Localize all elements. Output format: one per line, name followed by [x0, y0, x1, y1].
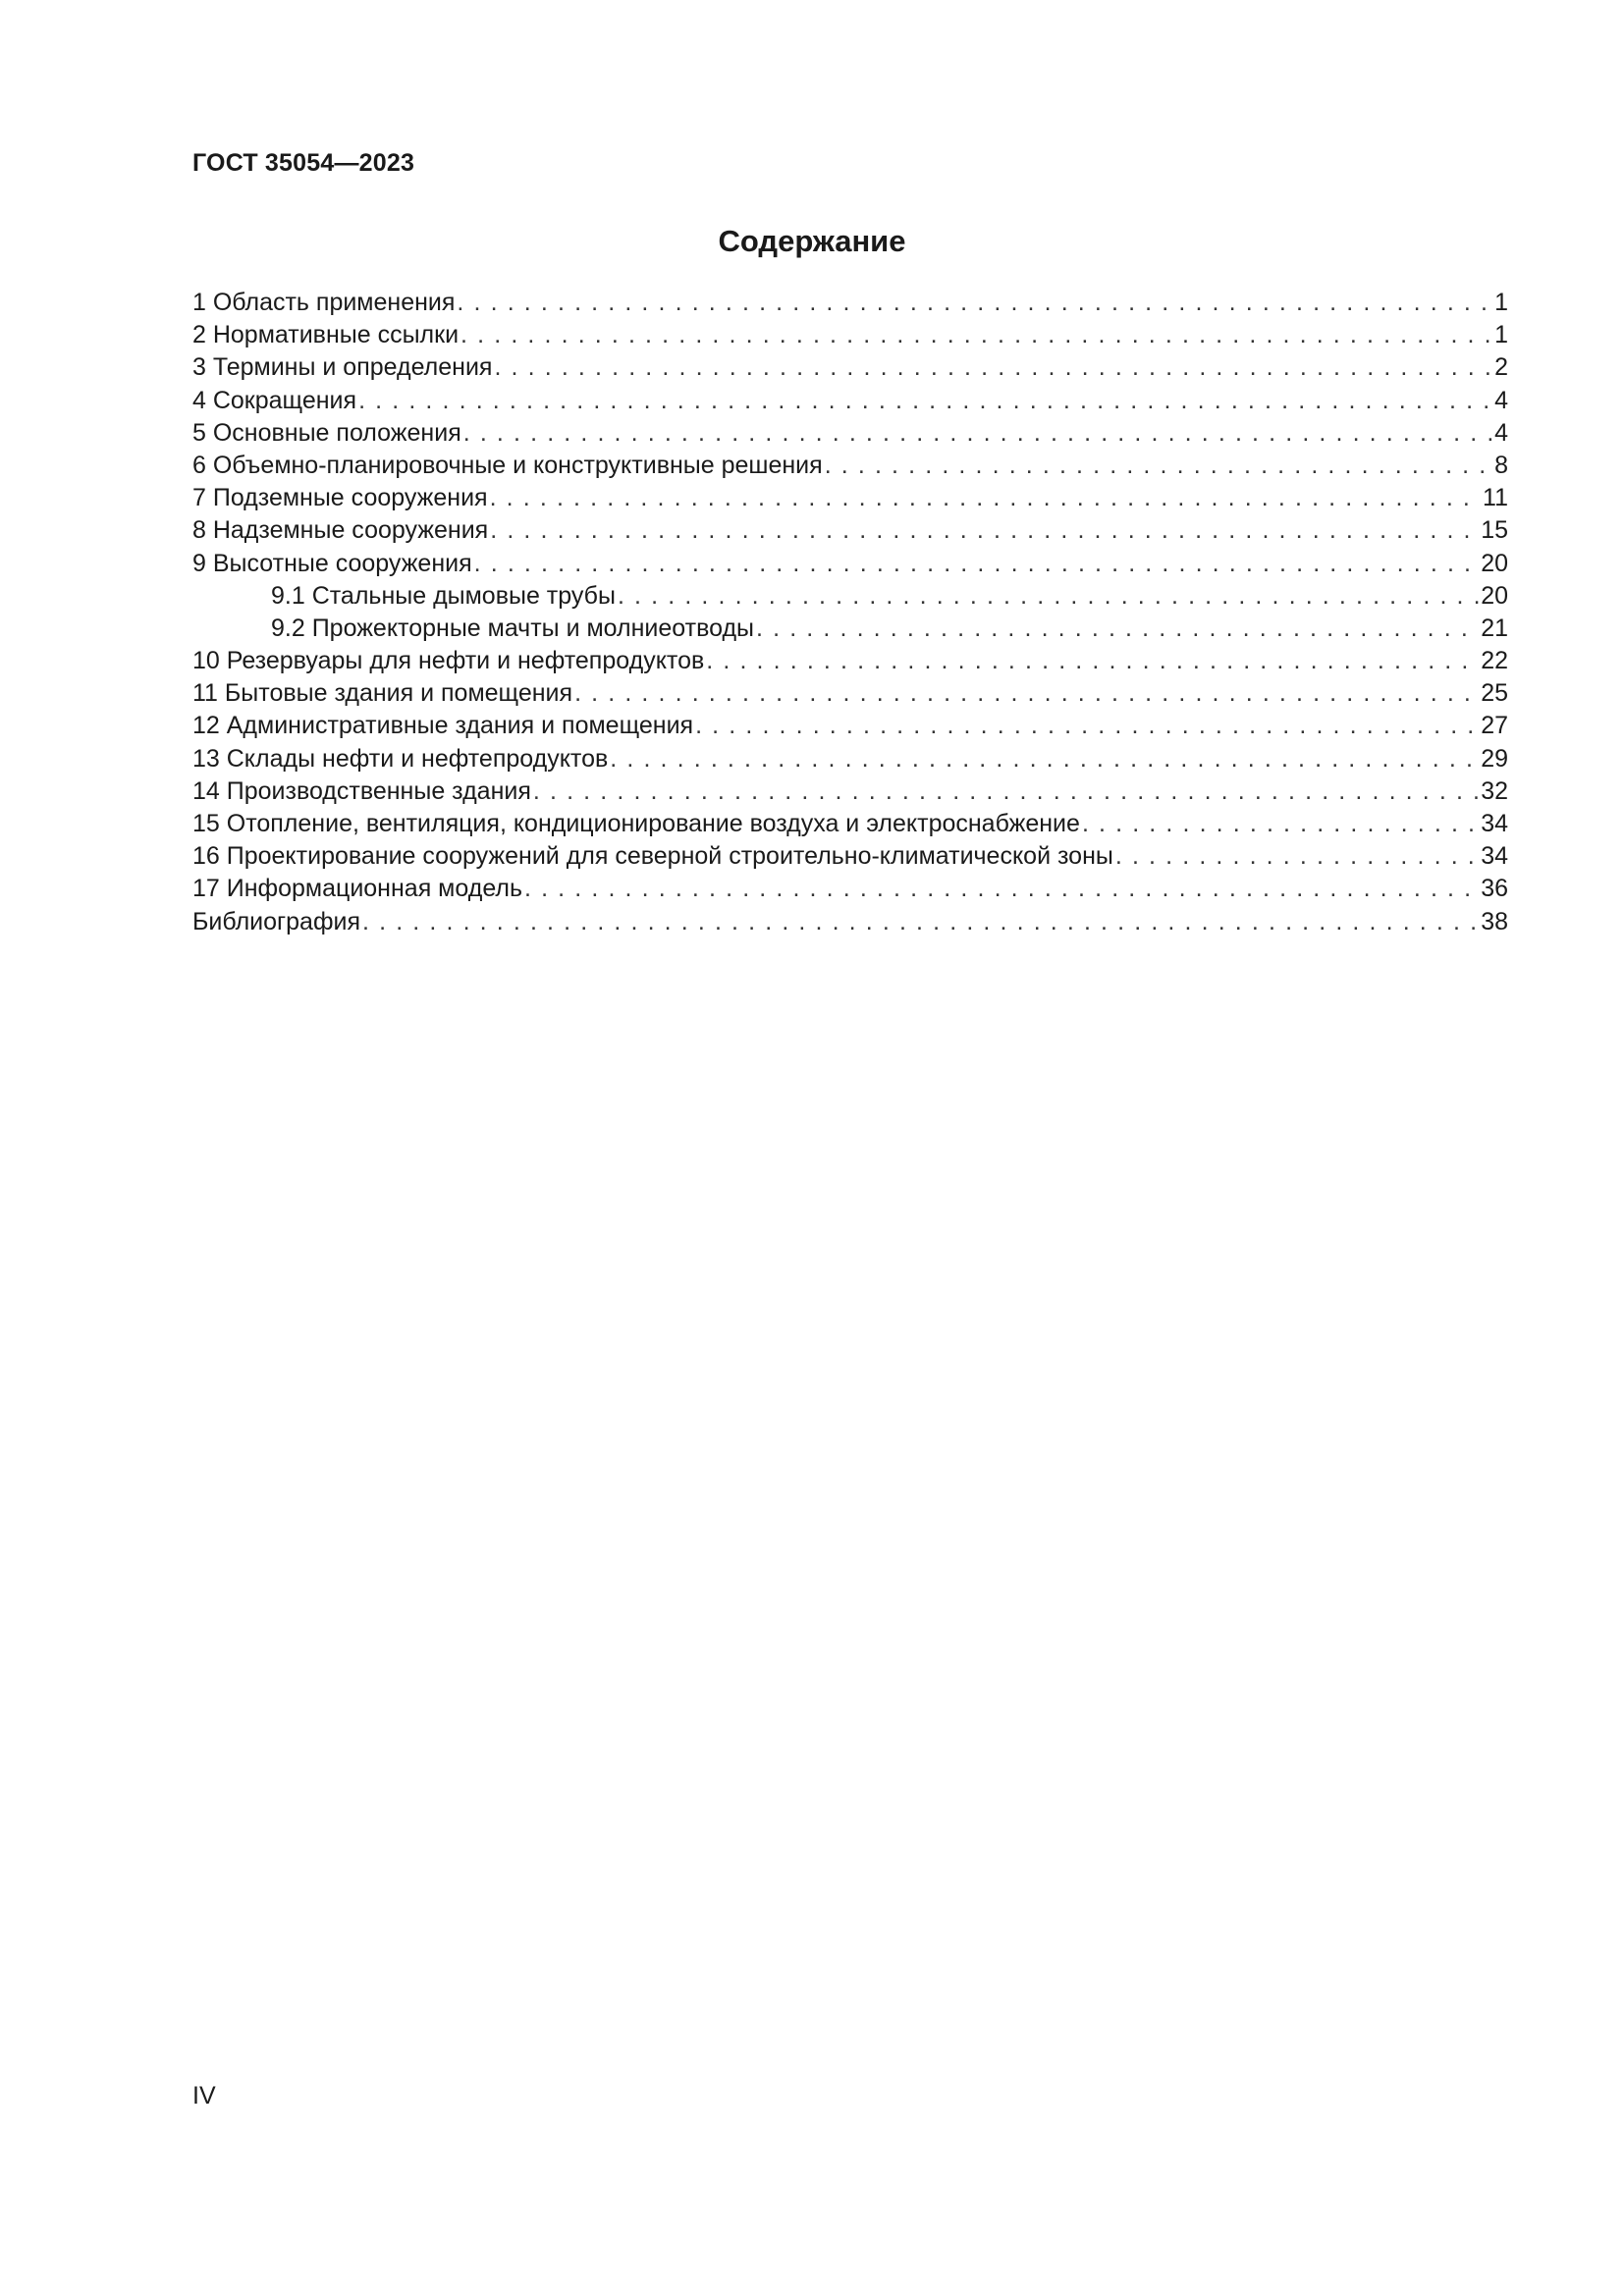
toc-entry-label: 15 Отопление, вентиляция, кондиционирование воздуха и электроснабжение: [192, 810, 1080, 837]
toc-leader-dots: [494, 351, 1492, 384]
toc-entry-label: 2 Нормативные ссылки: [192, 321, 460, 349]
toc-entry-label: 9 Высотные сооружения: [192, 549, 472, 577]
toc-entry-label: 14 Производственные здания: [192, 776, 531, 805]
toc-entry-label: 6 Объемно-планировочные и конструктивные решения: [192, 451, 823, 479]
toc-entry-page: 8: [1494, 451, 1508, 479]
toc-entry-page: 38: [1481, 907, 1508, 935]
toc-entry[interactable]: [192, 319, 1508, 351]
toc-leader-dots: [490, 514, 1479, 547]
toc-entry[interactable]: [192, 808, 1508, 840]
table-of-contents: [192, 287, 1508, 938]
toc-leader-dots: [358, 385, 1492, 417]
toc-leader-dots: [524, 873, 1479, 905]
toc-entry[interactable]: [192, 906, 1508, 938]
toc-entry-label: 7 Подземные сооружения: [192, 484, 488, 512]
toc-entry[interactable]: [192, 385, 1508, 417]
toc-leader-dots: [756, 613, 1479, 645]
toc-entry-page: 32: [1481, 776, 1508, 805]
toc-leader-dots: [463, 417, 1492, 450]
toc-entry-label: 5 Основные положения: [192, 418, 461, 447]
toc-entry[interactable]: [192, 645, 1508, 677]
toc-entry[interactable]: [192, 351, 1508, 384]
toc-entry-page: 11: [1483, 484, 1508, 512]
toc-leader-dots: [1082, 808, 1479, 840]
page-number: IV: [192, 2082, 216, 2109]
toc-entry[interactable]: [192, 287, 1508, 319]
toc-entry[interactable]: [192, 677, 1508, 710]
toc-entry[interactable]: [192, 840, 1508, 873]
toc-entry-label: 9.1 Стальные дымовые трубы: [271, 581, 616, 610]
toc-leader-dots: [825, 450, 1492, 482]
toc-entry[interactable]: [192, 743, 1508, 775]
toc-entry-page: 2: [1494, 353, 1508, 382]
toc-leader-dots: [460, 319, 1492, 351]
toc-entry-page: 15: [1481, 516, 1508, 545]
toc-entry-label: 3 Термины и определения: [192, 353, 493, 382]
toc-entry-page: 29: [1481, 744, 1508, 773]
toc-entry-page: 4: [1494, 386, 1508, 414]
toc-entry-page: 21: [1481, 614, 1508, 642]
toc-entry-page: 4: [1494, 418, 1508, 447]
toc-entry[interactable]: [192, 450, 1508, 482]
toc-entry-label: 4 Сокращения: [192, 386, 357, 414]
toc-leader-dots: [457, 287, 1492, 319]
toc-entry[interactable]: [192, 710, 1508, 742]
toc-entry-page: 1: [1494, 289, 1508, 316]
toc-entry-page: 20: [1481, 581, 1508, 610]
toc-leader-dots: [610, 743, 1479, 775]
toc-entry-page: 27: [1481, 712, 1508, 740]
toc-entry-page: 22: [1481, 647, 1508, 675]
toc-entry[interactable]: [192, 514, 1508, 547]
toc-entry-page: 20: [1481, 549, 1508, 577]
toc-entry-label: 8 Надземные сооружения: [192, 516, 489, 545]
toc-entry-page: 34: [1481, 842, 1508, 871]
toc-entry-page: 34: [1481, 810, 1508, 837]
toc-entry-label: 9.2 Прожекторные мачты и молниеотводы: [271, 614, 755, 642]
toc-leader-dots: [362, 906, 1479, 938]
toc-leader-dots: [533, 775, 1479, 808]
toc-entry-page: 25: [1481, 679, 1508, 708]
standard-designation: ГОСТ 35054—2023: [192, 149, 415, 177]
toc-entry-page: 36: [1481, 875, 1508, 903]
toc-leader-dots: [706, 645, 1479, 677]
toc-entry-label: 1 Область применения: [192, 289, 456, 316]
toc-entry[interactable]: [192, 482, 1508, 514]
toc-entry-label: 10 Резервуары для нефти и нефтепродуктов: [192, 647, 705, 675]
toc-entry-label: 16 Проектирование сооружений для северной строительно-климатической зоны: [192, 842, 1113, 871]
toc-entry[interactable]: [192, 775, 1508, 808]
toc-leader-dots: [490, 482, 1481, 514]
toc-entry[interactable]: [192, 580, 1508, 613]
toc-leader-dots: [695, 710, 1479, 742]
toc-title: Содержание: [718, 224, 906, 258]
toc-entry-label: 12 Административные здания и помещения: [192, 712, 694, 740]
toc-entry-label: 11 Бытовые здания и помещения: [192, 679, 573, 708]
toc-leader-dots: [618, 580, 1479, 613]
toc-entry[interactable]: [192, 613, 1508, 645]
toc-leader-dots: [1115, 840, 1479, 873]
toc-entry[interactable]: [192, 548, 1508, 580]
toc-leader-dots: [574, 677, 1479, 710]
toc-leader-dots: [474, 548, 1480, 580]
toc-entry-label: 17 Информационная модель: [192, 875, 522, 903]
toc-entry[interactable]: [192, 417, 1508, 450]
toc-entry-label: 13 Склады нефти и нефтепродуктов: [192, 744, 609, 773]
toc-entry[interactable]: [192, 873, 1508, 905]
toc-entry-label: Библиография: [192, 907, 361, 935]
toc-entry-page: 1: [1494, 321, 1508, 349]
